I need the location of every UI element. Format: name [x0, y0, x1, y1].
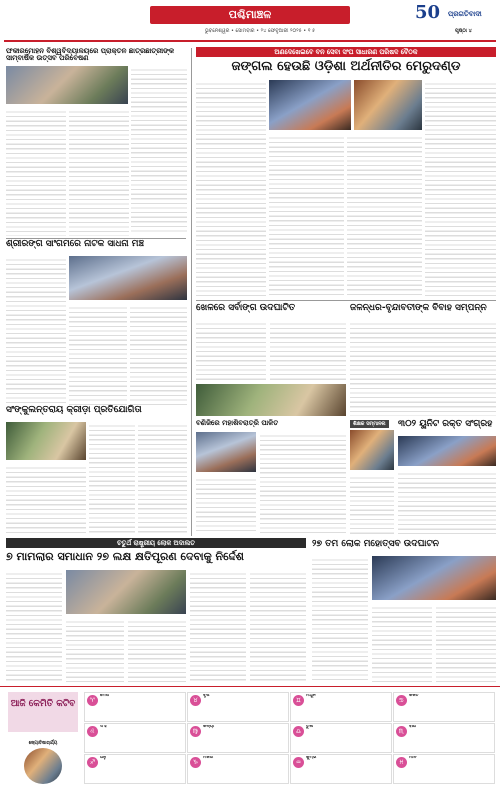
article-2-headline: ଜଙ୍ଗଲ ହେଉଛି ଓଡ଼ିଶା ଅର୍ଥନୀତିର ମେରୁଦଣ୍ଡ — [231, 59, 461, 74]
article-1-body-col2 — [69, 108, 129, 236]
article-4-photo — [196, 384, 346, 416]
horoscope-author: ଜ୍ୟୋତିଷାଚାର୍ଯ୍ୟ — [28, 741, 58, 746]
article-9-headline: ୩୦୨ ୟୁନିଟ ରକ୍ତ ସଂଗ୍ରହ — [398, 419, 493, 429]
horoscope-sign-name: କର୍କଟ — [409, 694, 419, 698]
article-10-body-col1 — [6, 570, 62, 682]
horoscope-sign-name: କନ୍ୟା — [203, 725, 215, 729]
article-7-headline: ବଣିଜିରେ ମହାଶିବରାତ୍ରି ପାଳିତ — [196, 419, 279, 427]
article-1-body-col3 — [131, 66, 187, 234]
article-10-body-col3 — [128, 618, 186, 682]
article-2-photo-1 — [269, 80, 351, 130]
zodiac-icon: ♓ — [396, 757, 407, 768]
article-11-photo — [372, 556, 496, 600]
horoscope-sign — [290, 692, 392, 722]
section-title: ପଶ୍ଚିମାଞ୍ଚଳ — [150, 6, 350, 24]
dateline: ଭୁବନେଶ୍ୱର • ସୋମବାର • ୨୪ ଫେବୃଆରୀ ୨୦୨୫ • ୧ ୫ — [204, 28, 316, 34]
article-5-headline: ଜଳନ୍ଧର-ବୃନ୍ଦାବତୀଙ୍କ ବିବାହ ସମ୍ପନ୍ନ — [350, 303, 487, 313]
horoscope-sign-name: ମୀନ — [409, 756, 417, 760]
horoscope-sign-name: ବୃଷ — [203, 694, 210, 698]
article-1-headline: ଫକୀରମୋହନ ବିଶ୍ୱବିଦ୍ୟାଳୟରେ ପ୍ରାକ୍ତନ ଛାତ୍ରଛାତ୍ରୀଙ୍କ ସାମ୍ବାର୍ଷିକ ଉତ୍ସବ ପରିବେଷଣ — [6, 47, 175, 63]
article-2-photo-2 — [354, 80, 422, 130]
author-photo — [24, 748, 62, 784]
article-8-body — [350, 474, 394, 534]
horoscope-sign-name: ବିଛା — [409, 725, 416, 729]
horoscope-sign — [187, 692, 289, 722]
masthead-rule — [4, 40, 496, 42]
zodiac-icon: ♐ — [87, 757, 98, 768]
horoscope-sign-name: ଧନୁ — [100, 756, 107, 760]
article-9-body — [398, 470, 496, 534]
horoscope-sign-name: ତୁଳା — [306, 725, 314, 729]
horoscope-sign — [393, 692, 495, 722]
zodiac-icon: ♍ — [190, 726, 201, 737]
article-6-body-col2 — [89, 422, 135, 534]
article-3-photo — [69, 256, 187, 300]
article-6-body-col3 — [138, 422, 187, 534]
zodiac-icon: ♈ — [87, 695, 98, 706]
article-6-headline: ସଂଙ୍କୁଲନ୍ତରାୟ କ୍ରୀଡ଼ା ପ୍ରତିଯୋଗିତା — [6, 405, 142, 415]
brand-name: ପ୍ରଗତିବାଦୀ — [448, 10, 482, 18]
zodiac-icon: ♋ — [396, 695, 407, 706]
article-2-body-col1 — [196, 80, 266, 296]
article-2-body-col2 — [269, 134, 344, 296]
article-3-headline: ଶ୍ରୀରଙ୍ଗ ସାଂଗମରେ ନାଟକ ସାଧନା ମଞ୍ଚ — [6, 239, 144, 249]
article-10-kicker: ଚତୁର୍ଥ ରାଷ୍ଟ୍ରୀୟ ଲୋକ ଅଦାଲତ — [6, 538, 306, 548]
article-1-body-col1 — [6, 108, 66, 236]
article-2-body-col3 — [347, 134, 422, 296]
horoscope-sign-name: ମିଥୁନ — [306, 694, 316, 698]
horoscope-sign-name: କୁମ୍ଭ — [306, 756, 317, 760]
article-3-body-col2 — [69, 304, 127, 406]
divider — [196, 300, 496, 301]
article-10-body-col4 — [190, 570, 246, 682]
horoscope-sign-name: ମେଷ — [100, 694, 109, 698]
article-9-photo — [398, 436, 496, 466]
article-5-body — [350, 320, 496, 416]
article-4-headline: ଖେଳରେ ସର୍ବାଙ୍ଗ ଉଦଘାଟିତ — [196, 303, 296, 313]
article-11-headline: ୨୭ ତମ ଲୋକ ମହୋତ୍ସବ ଉଦଘାଟନ — [312, 539, 439, 549]
horoscope-sign — [84, 723, 186, 753]
article-10-photo — [66, 570, 186, 614]
page-number: ପୃଷ୍ଠା ୪ — [455, 28, 472, 34]
article-7-photo — [196, 432, 256, 472]
article-8-badge: ଶିକ୍ଷକ ସମ୍ମାନନା — [350, 420, 389, 428]
zodiac-icon: ♌ — [87, 726, 98, 737]
article-8-photo — [350, 430, 394, 470]
article-2-body-col4 — [425, 80, 496, 296]
anniversary-logo: 50 — [415, 2, 441, 23]
horoscope-sign — [290, 754, 392, 784]
article-3-body-col1 — [6, 256, 66, 406]
masthead — [0, 0, 500, 46]
horoscope-sign — [290, 723, 392, 753]
article-11-body-col2 — [372, 604, 432, 682]
article-3-body-col3 — [130, 304, 187, 406]
article-11-body-col1 — [312, 556, 368, 682]
horoscope-sign — [187, 723, 289, 753]
horoscope-sign-name: ସିଂହ — [100, 725, 107, 729]
article-6-photo — [6, 422, 86, 460]
horoscope-sign — [84, 692, 186, 722]
zodiac-icon: ♏ — [396, 726, 407, 737]
article-7-body-col1 — [196, 476, 256, 534]
zodiac-icon: ♊ — [293, 695, 304, 706]
article-7-body — [260, 432, 346, 534]
article-2-kicker: ଅଣଦେଖେଇବେ ବନ ସେବା ସଂଘ ସାଧାରଣ ପରିଷଦ ବୈଠକ — [196, 47, 496, 57]
horoscope-sign — [187, 754, 289, 784]
article-10-body-col5 — [250, 570, 306, 682]
zodiac-icon: ♑ — [190, 757, 201, 768]
zodiac-icon: ♎ — [293, 726, 304, 737]
article-4-body-col2 — [270, 320, 346, 380]
horoscope-title: ଆଜି କେମିତି କଟିବ — [8, 692, 78, 732]
zodiac-icon: ♉ — [190, 695, 201, 706]
column-divider — [191, 48, 192, 536]
article-4-body-col1 — [196, 320, 266, 380]
zodiac-icon: ♒ — [293, 757, 304, 768]
article-1-photo — [6, 66, 128, 104]
horoscope-sign-name: ମକର — [203, 756, 214, 760]
article-10-body-col2 — [66, 618, 124, 682]
article-10-headline: ୭ ମାମଲାର ସମାଧାନ ୨୭ ଲକ୍ଷ କ୍ଷତିପୂରଣ ଦେବାକୁ ନିର୍ଦ୍ଦେଶ — [6, 550, 244, 563]
horoscope-sign — [393, 723, 495, 753]
article-11-body-col3 — [436, 604, 496, 682]
article-6-body-col1 — [6, 464, 86, 534]
horoscope-sign — [84, 754, 186, 784]
horoscope-sign — [393, 754, 495, 784]
